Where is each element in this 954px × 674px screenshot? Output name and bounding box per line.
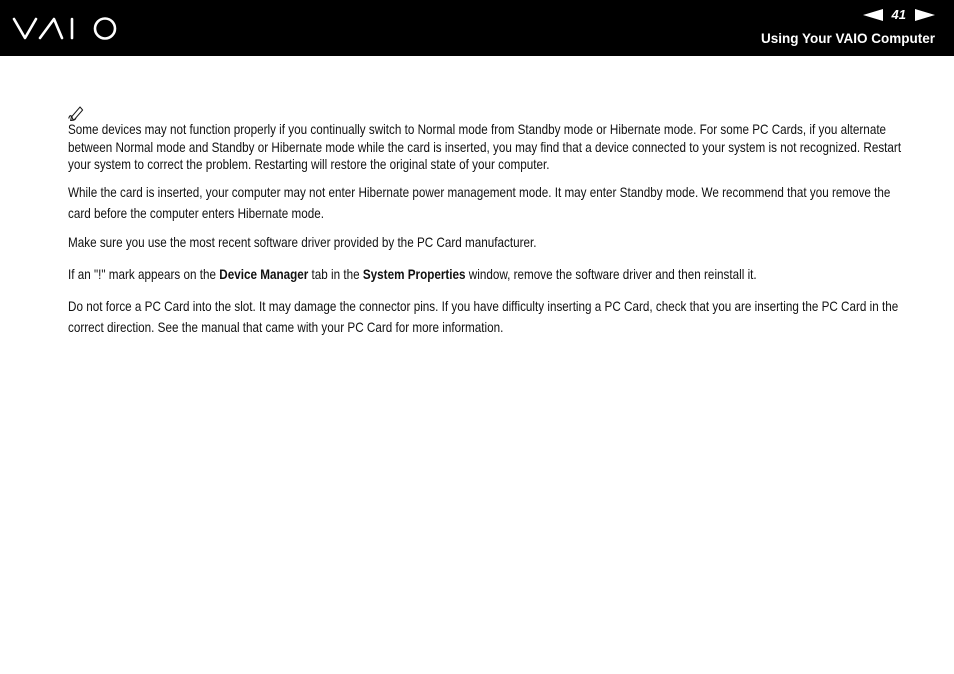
- paragraph-driver: Make sure you use the most recent software driver provided by the PC Card manufacturer.: [68, 234, 537, 250]
- section-title: Using Your VAIO Computer: [760, 31, 935, 46]
- text-run: tab in the: [308, 266, 363, 282]
- page-header: [0, 0, 954, 56]
- text-run: If an "!" mark appears on the: [68, 266, 220, 282]
- note-text: Some devices may not function properly if you continually switch to Normal mode from Standby mode or Hibernate mode. For some PC Cards, if you alternate between Normal mode and Standby or Hibernate mode while the card is inserted, you may find that a device connected to your system is not recognized. Restart your system to correct the problem. Restarting will restore the original state of your computer.: [68, 122, 902, 172]
- bold-device-manager: Device Manager: [219, 266, 309, 282]
- text-run: window, remove the software driver and then reinstall it.: [465, 266, 757, 282]
- paragraph-hibernate: While the card is inserted, your computer may not enter Hibernate power management mode. It may enter Standby mode. We recommend that you remove the card before the computer enters Hibernate mode.: [68, 184, 891, 221]
- previous-page-arrow-icon[interactable]: [863, 9, 883, 21]
- page-navigation: [863, 7, 935, 23]
- paragraph-insert-card: Do not force a PC Card into the slot. It may damage the connector pins. If you have difficulty inserting a PC Card, check that you are inserting the PC Card in the correct direction. See the manual that came with your PC Card for more information.: [68, 298, 899, 335]
- page-content: [68, 105, 902, 338]
- page-number: 41: [891, 7, 906, 22]
- next-page-arrow-icon[interactable]: [915, 9, 935, 21]
- paragraph-device-manager: [68, 264, 914, 285]
- vaio-logo: [12, 15, 120, 42]
- bold-system-properties: System Properties: [362, 266, 466, 282]
- pencil-note-icon: [68, 105, 85, 121]
